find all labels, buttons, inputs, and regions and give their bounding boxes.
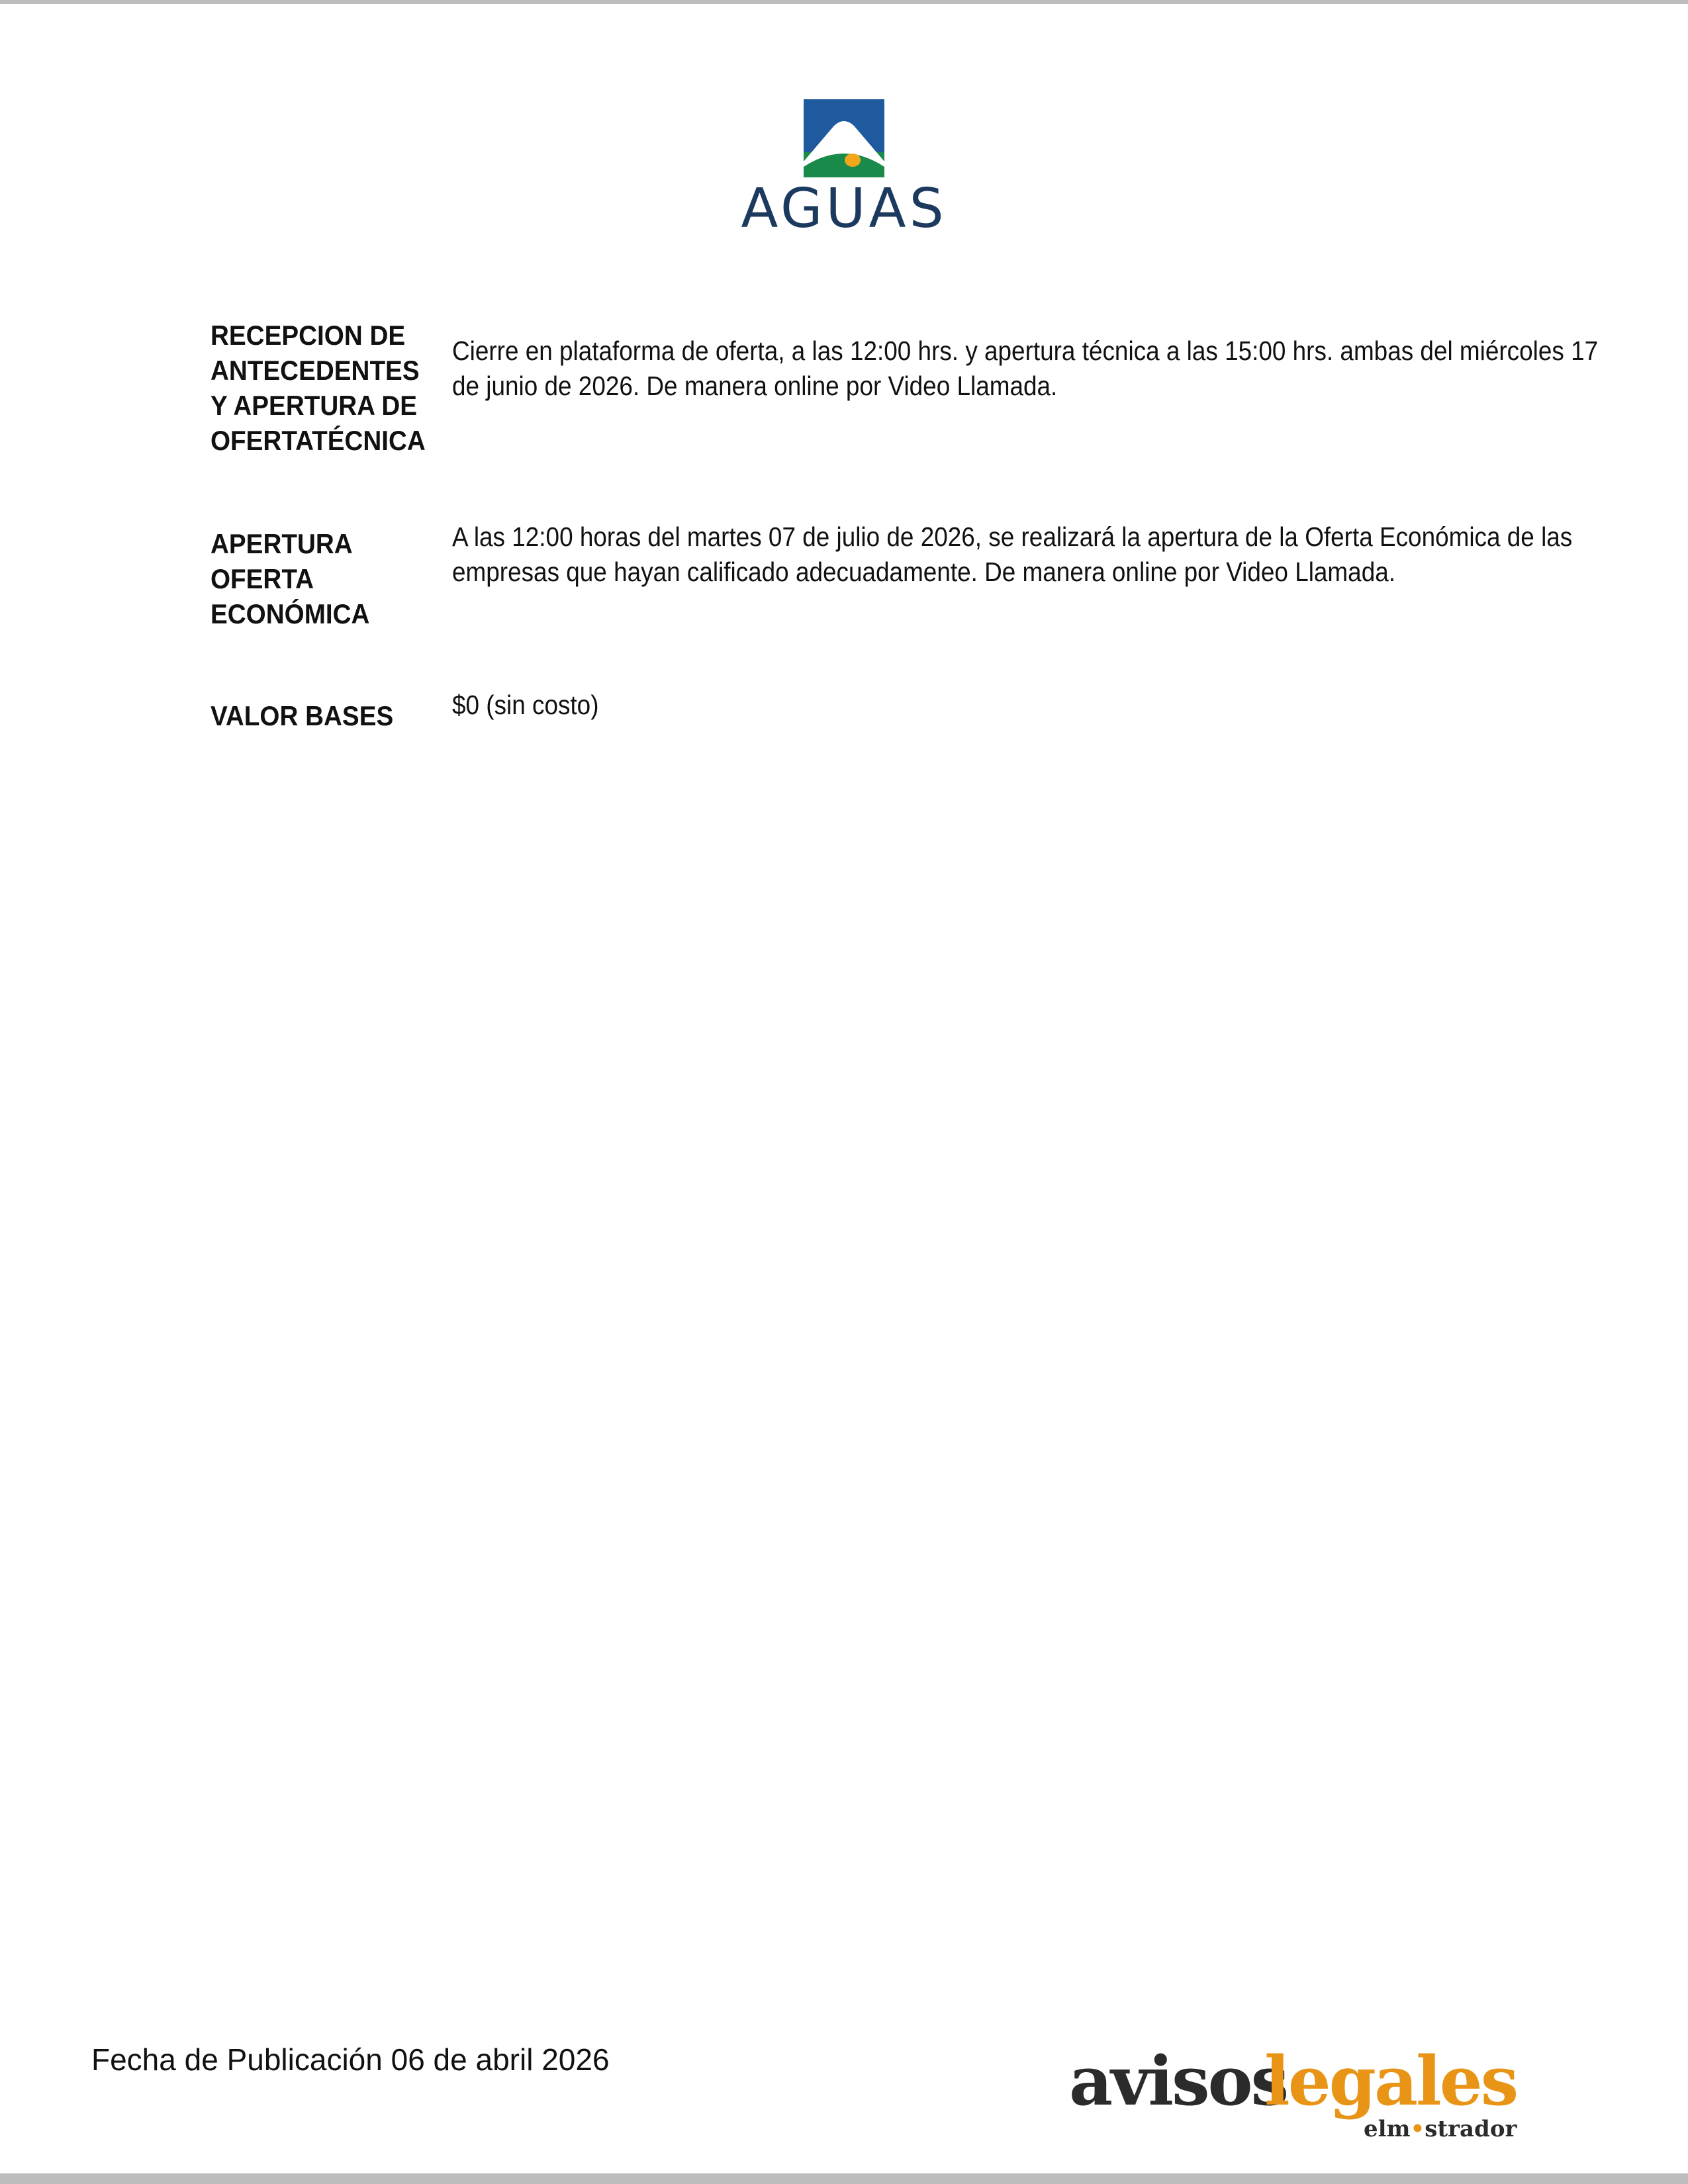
row-value: Cierre en plataforma de oferta, a las 12:00 hrs. y apertura técnica a las 15:00 hrs. ambas del miércoles 17 de junio de 2026. De manera online por Video Llamada. <box>452 336 1599 401</box>
brand-legales-text: legales <box>1264 2042 1517 2121</box>
row-label: APERTURA OFERTA ECONÓMICA <box>211 528 370 629</box>
brand-avisos-text: avisos <box>1069 2042 1287 2121</box>
row-label: RECEPCION DE ANTECEDENTES Y APERTURA DE OFERTATÉCNICA <box>211 320 426 456</box>
row-label: VALOR BASES <box>211 700 394 731</box>
brand-elmostrador-text <box>1364 2116 1517 2142</box>
avisos-legales-logo <box>1069 2042 1517 2148</box>
aguas-logo-mark <box>735 98 953 177</box>
brand-sub-part: strador <box>1425 2116 1517 2142</box>
aguas-logo <box>735 98 953 240</box>
row-value: $0 (sin costo) <box>452 690 599 720</box>
bottom-border-rule <box>0 2173 1688 2184</box>
row-value: A las 12:00 horas del martes 07 de julio de 2026, se realizará la apertura de la Oferta Económica de las empresas que hayan calificado adecuadamente. De manera online por Video Llamada. <box>452 522 1573 587</box>
brand-sub-part: elm <box>1364 2116 1411 2142</box>
brand-dot: • <box>1410 2116 1425 2142</box>
publication-date: Fecha de Publicación 06 de abril 2026 <box>91 2042 610 2077</box>
aguas-logo-text: AGUAS <box>741 177 947 240</box>
top-border-rule <box>0 0 1688 4</box>
